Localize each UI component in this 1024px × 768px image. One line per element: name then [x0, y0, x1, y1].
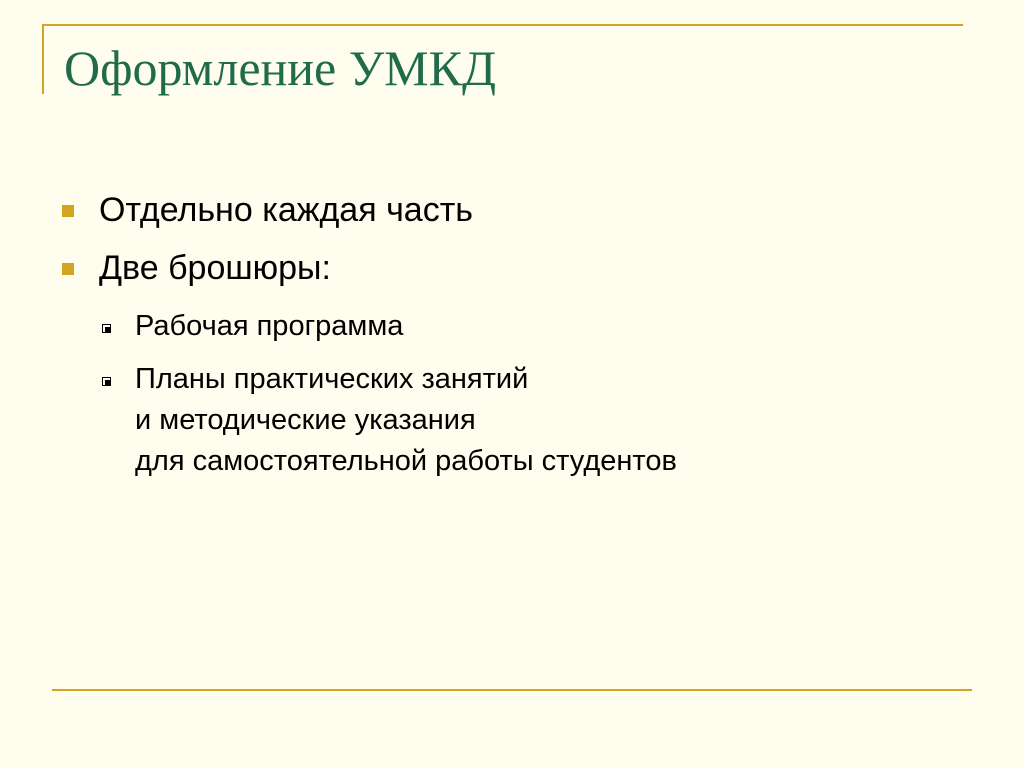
sub-bullet-item [102, 306, 982, 347]
checkbox-bullet-icon [102, 324, 111, 333]
top-divider-line [42, 24, 963, 26]
bullet-text: Две брошюры: [99, 249, 331, 287]
sub-bullet-text [135, 306, 403, 347]
bullet-item [62, 190, 982, 230]
sub-bullet-line: Планы практических занятий [135, 363, 529, 395]
left-accent-line [42, 24, 44, 94]
bullet-list [62, 190, 982, 494]
square-bullet-icon [62, 263, 74, 275]
bullet-text: Отдельно каждая часть [99, 191, 473, 229]
sub-bullet-line: Рабочая программа [135, 310, 404, 342]
sub-bullet-line: и методические указания [135, 404, 476, 436]
checkbox-bullet-icon [102, 377, 111, 386]
bottom-divider-line [52, 689, 972, 691]
sub-bullet-line: для самостоятельной работы студентов [135, 445, 677, 477]
slide-title: Оформление УМКД [64, 40, 497, 96]
sub-bullet-item [102, 359, 982, 482]
square-bullet-icon [62, 205, 74, 217]
bullet-item [62, 248, 982, 288]
sub-bullet-text [135, 359, 677, 482]
